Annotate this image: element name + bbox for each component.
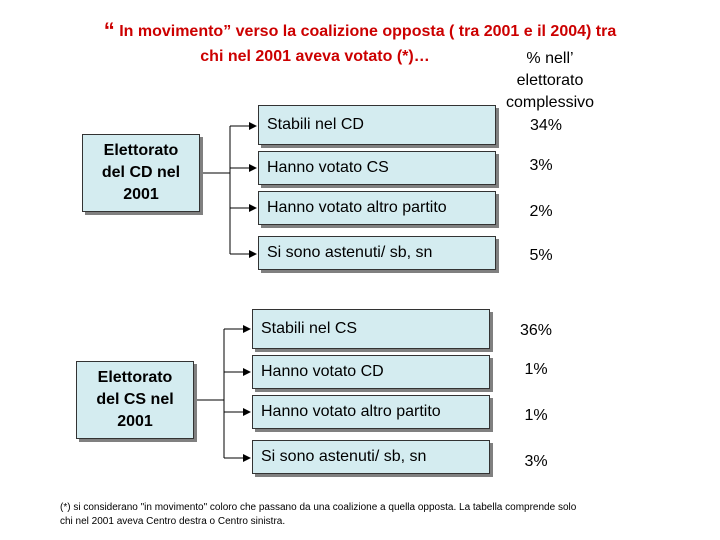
- outcome-cs-other-party: [252, 395, 490, 429]
- pct-cs-stable: 36%: [519, 322, 553, 339]
- pct-cs-voted-cd: 1%: [524, 361, 548, 378]
- outcome-label: Hanno votato altro partito: [267, 199, 447, 216]
- outcome-cd-voted-cs: [258, 151, 496, 185]
- source-box-cd-2001: [82, 134, 200, 212]
- source-cs-line-1: Elettorato: [97, 369, 173, 386]
- pct-cd-voted-cs: 3%: [529, 157, 553, 174]
- source-cd-line-3: 2001: [123, 186, 159, 203]
- pct-cs-other-party: 1%: [524, 407, 548, 424]
- footnote-line-2: chi nel 2001 aveva Centro destra o Centro sinistra.: [60, 516, 286, 527]
- outcome-cs-stable: [252, 309, 490, 349]
- title-line-1: In movimento” verso la coalizione opposta ( tra 2001 e il 2004) tra: [119, 23, 617, 40]
- outcome-label: Stabili nel CD: [267, 116, 364, 133]
- outcome-cd-abstained: [258, 236, 496, 270]
- source-cs-line-3: 2001: [117, 413, 153, 430]
- pct-cd-stable: 34%: [529, 117, 563, 134]
- pct-cs-abstained: 3%: [524, 453, 548, 470]
- outcome-cs-voted-cd: [252, 355, 490, 389]
- pct-cd-other-party: 2%: [529, 203, 553, 220]
- header-line-2: elettorato: [516, 72, 584, 89]
- pct-cd-abstained: 5%: [529, 247, 553, 264]
- source-cd-line-1: Elettorato: [103, 142, 179, 159]
- footnote-line-1: (*) si considerano "in movimento" coloro che passano da una coalizione a quella opposta. La tabella comprende solo: [60, 502, 577, 513]
- outcome-label: Hanno votato CS: [267, 159, 389, 176]
- source-box-cs-2001: [76, 361, 194, 439]
- outcome-label: Si sono astenuti/ sb, sn: [267, 244, 433, 261]
- header-line-1: % nell’: [526, 50, 574, 67]
- title-open-quote: “: [103, 18, 115, 43]
- outcome-cs-abstained: [252, 440, 490, 474]
- outcome-label: Hanno votato CD: [261, 363, 384, 380]
- outcome-cd-stable: [258, 105, 496, 145]
- outcome-label: Si sono astenuti/ sb, sn: [261, 448, 427, 465]
- source-cd-line-2: del CD nel: [101, 164, 181, 181]
- source-cs-line-2: del CS nel: [96, 391, 174, 408]
- header-line-3: complessivo: [505, 94, 595, 111]
- title-line-2: chi nel 2001 aveva votato (*)…: [200, 48, 430, 65]
- footnote: [60, 501, 700, 529]
- outcome-label: Stabili nel CS: [261, 320, 358, 337]
- outcome-label: Hanno votato altro partito: [261, 403, 441, 420]
- outcome-cd-other-party: [258, 191, 496, 225]
